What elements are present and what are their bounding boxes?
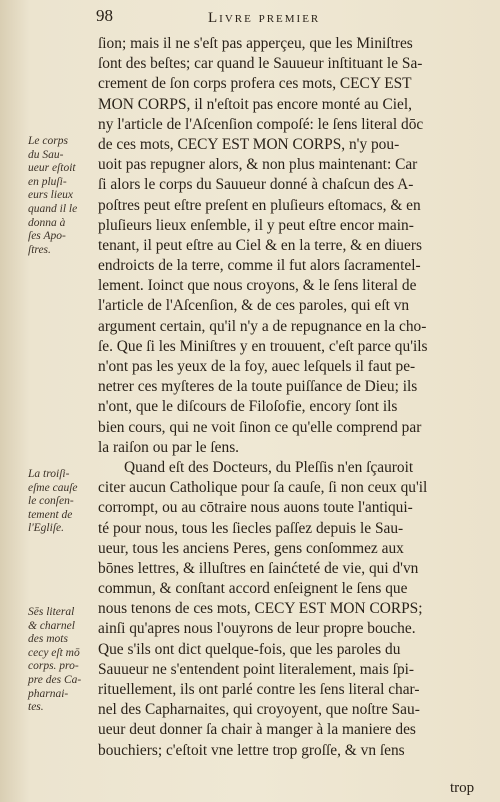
text-line: ny l'article de l'Aſcenſion compoſé: le ſens literal dōc (98, 115, 424, 133)
text-line: pluſieurs lieux enſemble, il y peut eſtre encor main- (98, 216, 414, 234)
text-line: ainſi qu'apres nous l'ouyrons de leur propre bouche. (98, 620, 416, 638)
text-line: ſe. Que ſi les Miniſtres y en trouuent, c'eſt parce qu'ils (98, 337, 428, 355)
text-line: rituellement, ils ont parlé contre les ſens literal char- (98, 681, 420, 698)
text-line: ueur deut donner ſa chair à manger à la maniere des (98, 721, 416, 739)
margin-note-line: quand il le (28, 202, 78, 215)
text-line: corrompt, ou au cōtraire nous auons toute l'antiqui- (98, 499, 413, 517)
margin-note-line: en pluſi- (28, 175, 67, 188)
margin-note-line: cecy eſt mō (28, 646, 80, 659)
text-line: endroicts de la terre, comme il fut alors ſacramentel- (98, 257, 421, 275)
margin-note-line: pharnai- (28, 687, 69, 700)
margin-note-line: tes. (28, 701, 44, 714)
margin-note-line: ſtres. (28, 243, 51, 256)
text-line: uoit pas repugner alors, & non plus maintenant: Car (98, 156, 418, 174)
text-line: bōnes lettres, & illuſtres en ſainćteté de vie, qui d'vn (98, 559, 419, 577)
paragraph-start-line: Quand eſt des Docteurs, du Pleſſis n'en ſçauroit (124, 458, 414, 476)
margin-note-line: du Sau- (28, 148, 64, 161)
text-line: nel des Capharnaites, qui croyoyent, que noſtre Sau- (98, 701, 420, 719)
text-line: ſont des beſtes; car quand le Sauueur inſtituant le Sa- (98, 55, 423, 73)
margin-note-line: & charnel (28, 619, 75, 632)
page-number: 98 (96, 6, 113, 25)
margin-note-line: l'Egliſe. (28, 522, 64, 535)
text-line: de ces mots, CECY EST MON CORPS, n'y pou- (98, 135, 400, 153)
text-line: argument certain, qu'il n'y a de repugnance en la cho- (98, 317, 427, 335)
text-line: té pour nous, tous les ſiecles paſſez depuis le Sau- (98, 519, 404, 537)
text-line: n'ont pas les yeux de la foy, auec leſquels il faut pe- (98, 358, 416, 375)
margin-note-line: La troiſi- (28, 468, 70, 480)
margin-note-line: des mots (28, 633, 68, 646)
text-line: ſion; mais il ne s'eſt pas apperçeu, que les Miniſtres (98, 35, 413, 52)
catchword: trop (450, 780, 475, 796)
margin-note-line: corps. pro- (28, 660, 79, 673)
margin-note-line: eurs lieux (28, 189, 74, 202)
text-line: MON CORPS, il n'eſtoit pas encore monté au Ciel, (98, 95, 412, 113)
margin-note-line: pre des Ca- (28, 673, 82, 686)
text-line: n'ont, que le diſcours de Filoſofie, encory ſont ils (98, 398, 398, 416)
text-line: la raiſon ou par le ſens. (98, 438, 240, 456)
margin-note-literal-sense (28, 606, 98, 715)
text-line: l'article de l'Aſcenſion, & de ces paroles, qui eſt vn (98, 297, 410, 315)
margin-note-line: Sēs literal (28, 606, 75, 618)
text-line: tenant, il peut eſtre au Ciel & en la terre, & en diuers (98, 236, 422, 254)
text-line: Sauueur ne s'entendent point literalement, mais ſpi- (98, 660, 415, 678)
text-line: ueur, tous les anciens Peres, gens conſommez aux (98, 539, 404, 557)
text-line: poſtres peut eſtre preſent en pluſieurs eſtomacs, & en (98, 196, 421, 214)
margin-note-line: eſme cauſe (28, 481, 78, 494)
margin-note-line: ueur eſtoit (28, 162, 76, 175)
margin-note-line: le conſen- (28, 495, 74, 508)
text-line: bouchiers; c'eſtoit vne lettre trop groſſe, & vn ſens (98, 741, 405, 759)
running-head: Livre premier (208, 10, 321, 26)
margin-note-line: ſes Apo- (28, 230, 66, 243)
text-line: lement. Ioinct que nous croyons, & le ſens literal de (98, 277, 417, 295)
text-line: commun, & conſtant accord enſeignent le ſens que (98, 580, 408, 598)
text-line: bien cours, qui ne voit ſinon ce qu'elle comprend par (98, 418, 422, 436)
margin-note-third-cause (28, 468, 98, 536)
text-line: ſi alors le corps du Sauueur donné à chaſcun des A- (98, 176, 414, 194)
text-line: citer aucun Catholique pour ſa cauſe, ſi non ceux qu'il (98, 479, 428, 497)
margin-note-body-in-many-places (28, 135, 98, 257)
margin-note-line: donna à (28, 216, 66, 229)
text-line: crement de ſon corps profera ces mots, CECY EST (98, 75, 412, 93)
margin-note-line: tement de (28, 508, 73, 521)
body-text (98, 34, 478, 761)
margin-note-line: Le corps (28, 135, 68, 147)
text-line: netrer ces myſteres de la toute puiſſance de Dieu; ils (98, 378, 418, 396)
text-line: Que s'ils ont dict quelque-fois, que les paroles du (98, 640, 401, 658)
text-line: nous tenons de ces mots, CECY EST MON CORPS; (98, 600, 423, 618)
page-header (96, 2, 396, 32)
